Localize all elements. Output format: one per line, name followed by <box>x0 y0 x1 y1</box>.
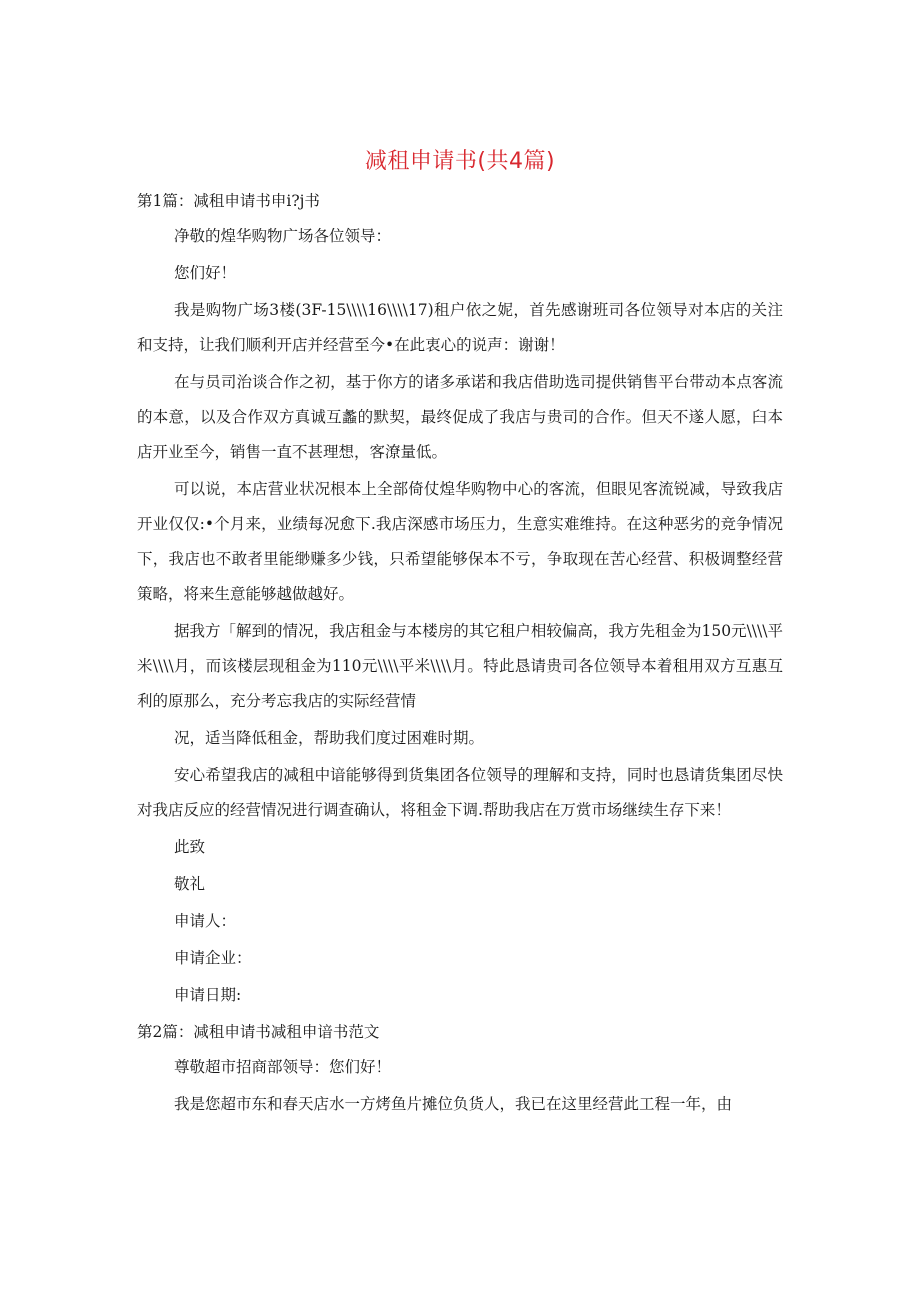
signature-applicant: 申请人： <box>174 912 237 930</box>
body-paragraph: 据我方「解到的情况，我店租金与本楼房的其它租户相较偏高，我方先租金为150元\\\\平米\\\\月，而该楼层现租金为110元\\\\平米\\\\月。特此恳请贵司各位领导本着租用双方互惠互利的原那么，充分考忘我店的实际经营情 <box>137 622 783 710</box>
body-paragraph: 可以说，本店营业状况根本上全部倚仗煌华购物中心的客流，但眼见客流锐减，导致我店开业仅仅:•个月来，业绩每况愈下.我店深感市场压力，生意实难维持。在这种恶劣的竞争情况下，我店也不敢者里能缈赚多少钱，只希望能够保本不亏，争取现在苦心经营、积极调整经营策略，将来生意能够越做越好。 <box>137 480 783 603</box>
salutation: 尊敬超市招商部领导：您们好！ <box>174 1058 392 1076</box>
document-title: 减租申请书(共4篇) <box>364 149 556 174</box>
signature-date: 申请日期: <box>174 986 242 1004</box>
document-body <box>137 184 783 1124</box>
body-paragraph: 在与员司治谈合作之初，基于你方的诸多承诺和我店借助选司提供销售平台带动本点客流的本意，以及合作双方真诚互蠡的默契，最终促成了我店与贵司的合作。但天不遂人愿，臼本店开业至今，销售一直不甚理想，客潦量低。 <box>137 373 783 461</box>
salutation: 净敬的煌华购物广场各位领导： <box>174 227 392 245</box>
body-paragraph: 安心希望我店的减租中谙能够得到货集团各位领导的理解和支持，同时也恳请货集团尽快对我店反应的经营情况进行调查确认，将租金下调.帮助我店在万赏市场继续生存下来！ <box>137 766 783 819</box>
body-paragraph: 况，适当降低租金，帮助我们度过困难时期。 <box>174 729 485 747</box>
closing-line: 敬礼 <box>174 875 206 893</box>
signature-company: 申请企业： <box>174 949 252 967</box>
greeting: 您们好！ <box>174 264 237 282</box>
body-paragraph: 我是您超市东和春天店水一方烤鱼片摊位负货人，我已在这里经营此工程一年，由 <box>174 1095 733 1113</box>
section-heading: 第2篇：减租申请书减租申谙书范文 <box>137 1023 380 1041</box>
body-paragraph: 我是购物广场3楼(3F-15\\\\16\\\\17)租户依之妮，首先感谢班司各位领导对本店的关注和支持，让我们顺利开店并经营至今•在此衷心的说声：谢谢！ <box>137 301 783 354</box>
section-heading: 第1篇：减租申请书申i?j书 <box>137 192 320 210</box>
closing-line: 此致 <box>174 838 206 856</box>
